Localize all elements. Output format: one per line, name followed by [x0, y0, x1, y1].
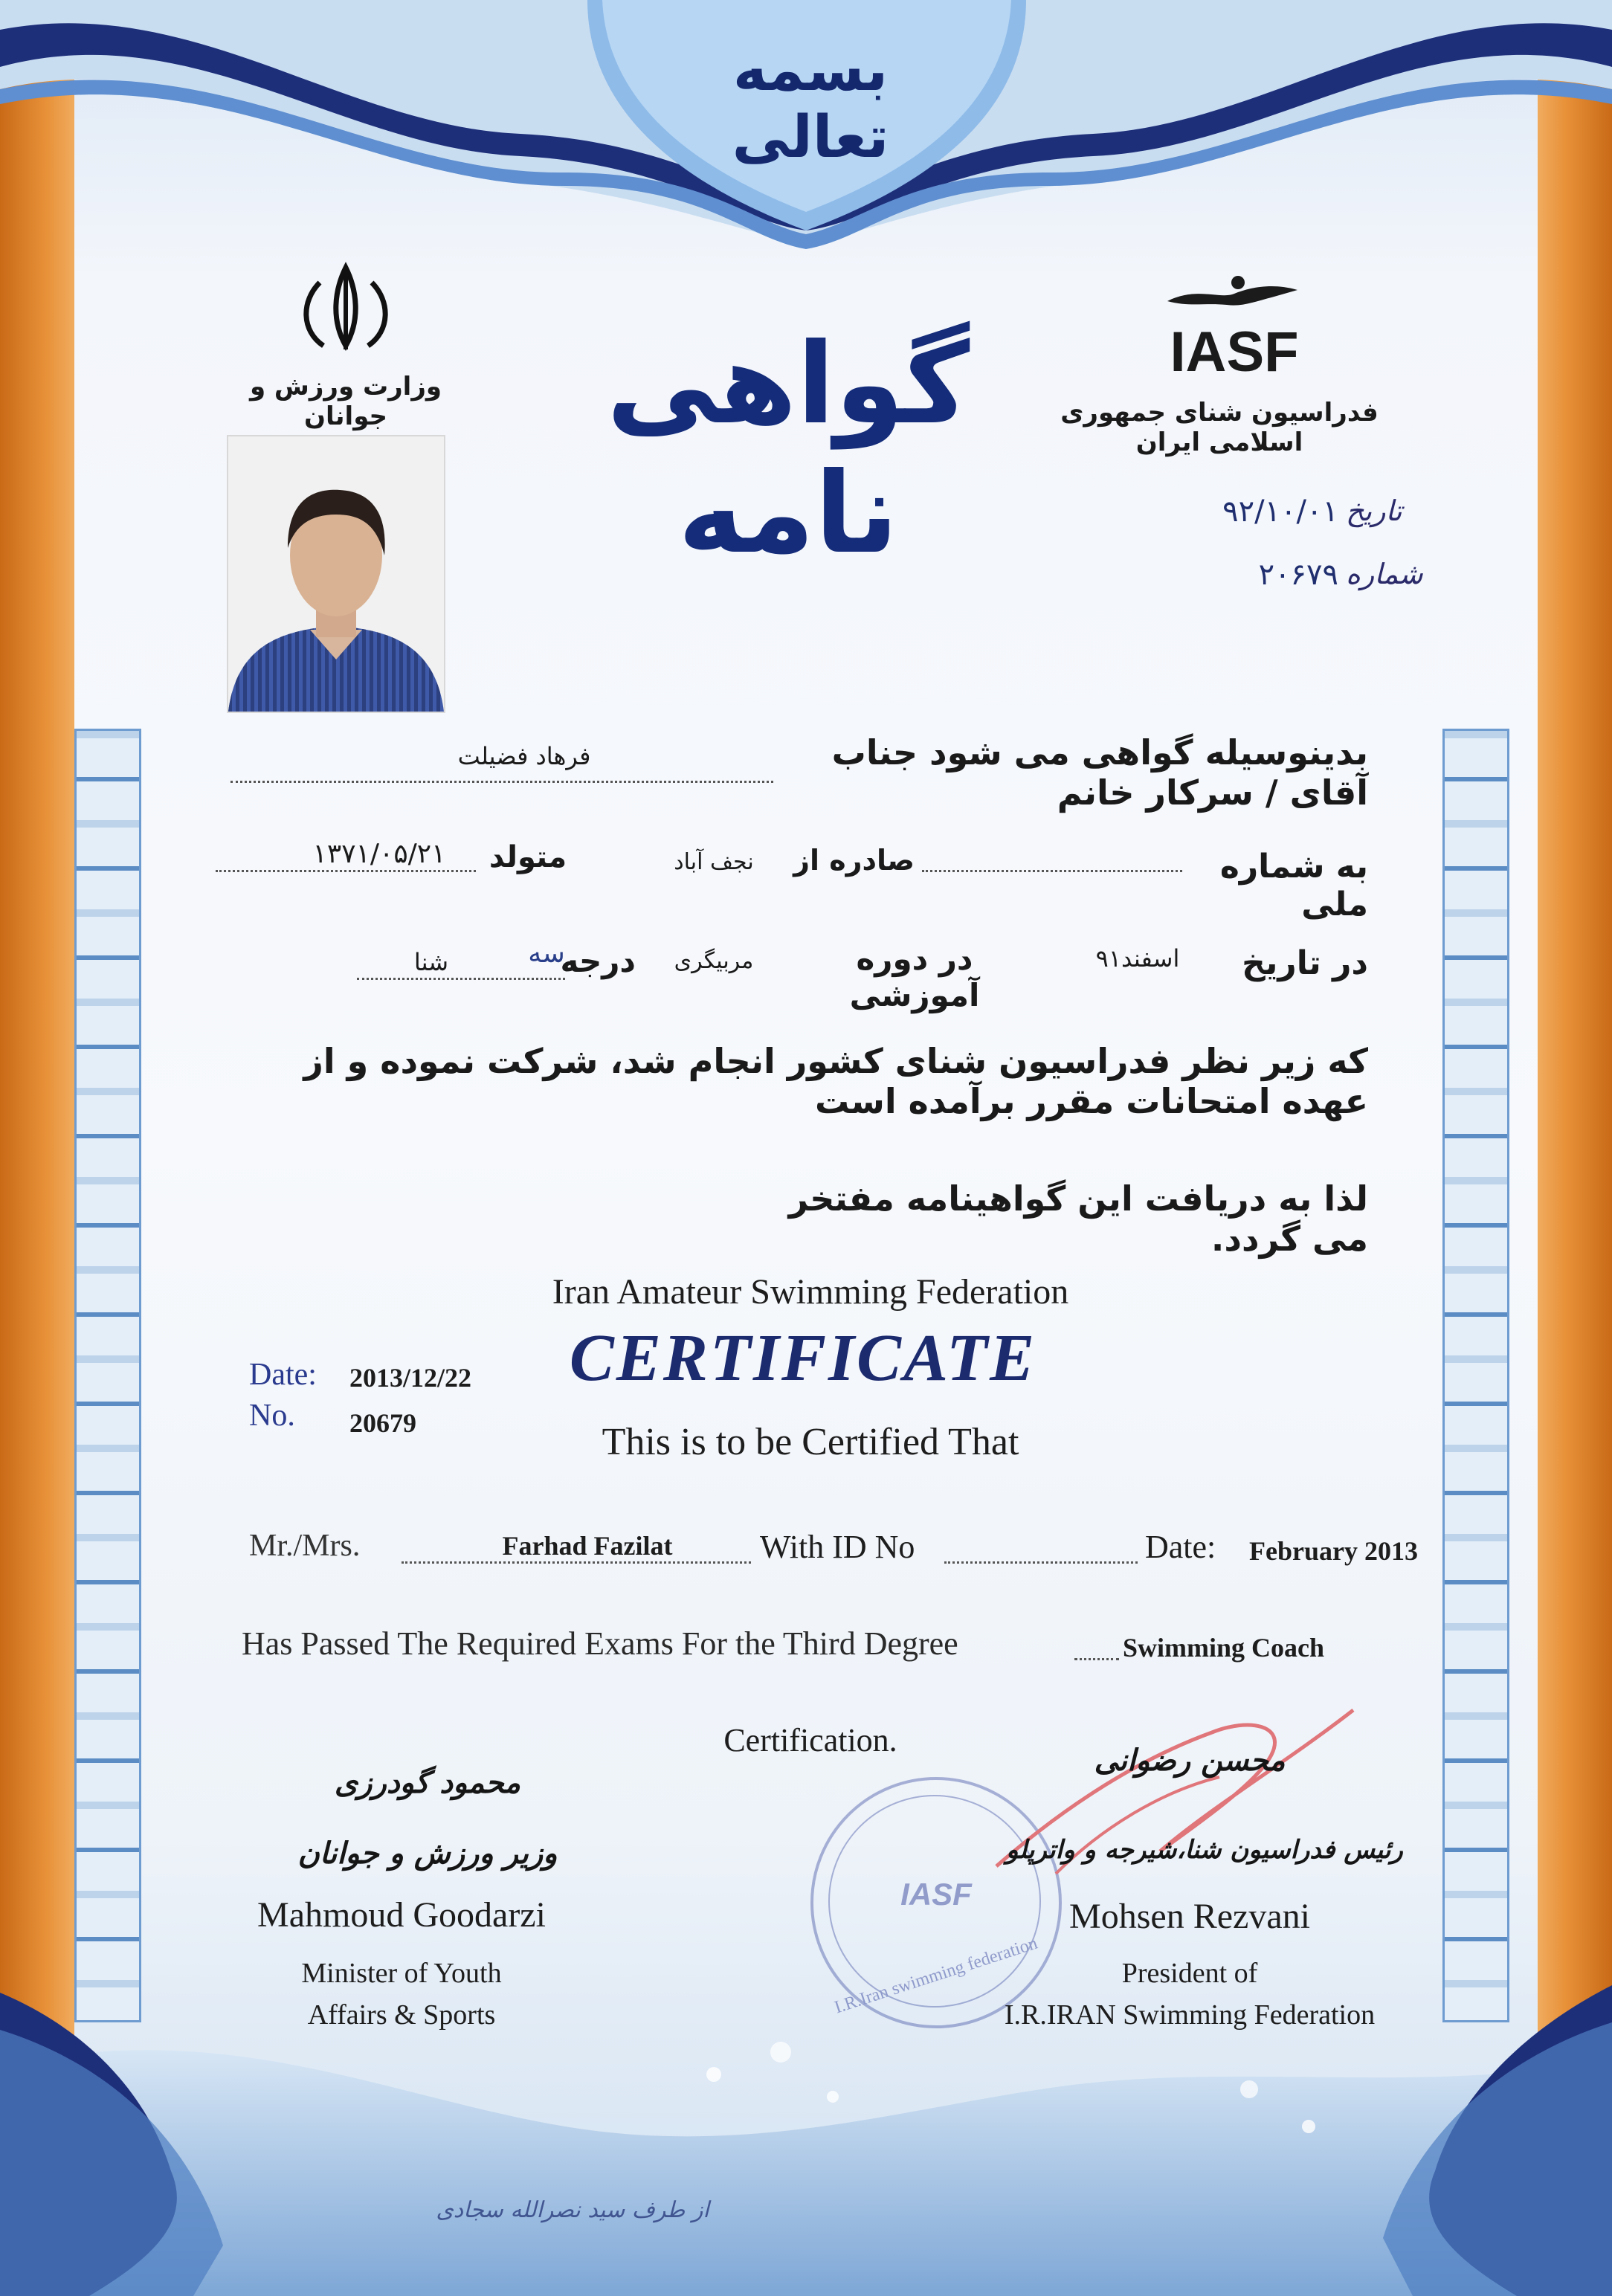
number-value-fa: ۲۰۶۷۹ — [1258, 558, 1338, 592]
bismillah-header: بسمه تعالی — [732, 37, 889, 171]
right-decorative-border — [1442, 729, 1509, 2022]
degree-value: سه — [528, 938, 565, 969]
issued-from-value: نجف آباد — [674, 849, 754, 875]
right-signer-name-en: Mohsen Rezvani — [1069, 1897, 1310, 1936]
right-signer-title-en-1: President of — [1121, 1958, 1258, 1989]
date-label-fa: تاریخ — [1346, 494, 1402, 527]
course-date-label: در تاریخ — [1242, 944, 1368, 982]
mr-mrs-label: Mr./Mrs. — [249, 1529, 361, 1563]
national-id-line — [922, 870, 1182, 872]
passed-dots — [1074, 1658, 1119, 1660]
name-fa-line — [230, 781, 773, 783]
body-line-4: که زیر نظر فدراسیون شنای کشور انجام شد، شرکت نموده و از عهده امتحانات مقرر برآمده است — [303, 1041, 1368, 1121]
ministry-label: وزارت ورزش و جوانان — [249, 372, 442, 431]
federation-name-fa: فدراسیون شنای جمهوری اسلامی ایران — [1060, 398, 1379, 457]
right-signer-name-fa: محسن رضوانی — [1094, 1744, 1286, 1778]
born-label: متولد — [489, 840, 567, 874]
sport-value: شنا — [413, 948, 449, 976]
id-line — [944, 1561, 1138, 1564]
date-value-en: 2013/12/22 — [349, 1363, 472, 1393]
issued-from-label: صادره از — [793, 844, 915, 877]
name-en-line — [402, 1561, 751, 1564]
left-signer-title-en-1: Minister of Youth — [301, 1958, 502, 1989]
stamp-text: I.R.Iran swimming federation — [832, 1933, 1040, 2018]
body-line-1: بدینوسیله گواهی می شود جناب آقای / سرکار خانم — [831, 732, 1368, 813]
certificate-title-fa: گواهی نامه — [606, 320, 970, 578]
born-line — [216, 870, 476, 872]
date2-value-en: February 2013 — [1249, 1536, 1418, 1566]
date-label-en: Date: — [249, 1358, 317, 1392]
handwritten-signature-mark — [967, 1680, 1383, 1903]
sport-line — [357, 978, 565, 980]
right-signer-title-en-2: I.R.IRAN Swimming Federation — [1004, 1999, 1376, 2031]
name-fa-value: فرهاد فضیلت — [457, 742, 591, 770]
certification-word: Certification. — [723, 1722, 897, 1758]
name-en-value: Farhad Fazilat — [502, 1531, 673, 1561]
iasf-logo-text: IASF — [1170, 320, 1299, 384]
date2-label-en: Date: — [1145, 1529, 1216, 1565]
applicant-photo — [227, 435, 445, 713]
iasf-swimmer-icon — [1160, 271, 1301, 323]
course-date-value: اسفند۹۱ — [1095, 944, 1180, 973]
id-label: With ID No — [760, 1529, 915, 1565]
number-value-en: 20679 — [349, 1408, 416, 1438]
bottom-water-decoration — [0, 1903, 1612, 2296]
course-value: مربیگری — [674, 948, 754, 974]
date-value-fa: ۹۲/۱۰/۰۱ — [1222, 494, 1338, 529]
left-signer-title-en-2: Affairs & Sports — [307, 1999, 496, 2031]
left-signer-name-en: Mahmoud Goodarzi — [257, 1895, 546, 1935]
number-label-fa: شماره — [1346, 558, 1423, 590]
stamp-logo: IASF — [900, 1877, 972, 1912]
right-signer-title-fa: رئیس فدراسیون شنا،شیرجه و واترپلو — [1006, 1835, 1403, 1865]
artist-credit-fa: از طرف سید نصرالله سجادی — [436, 2197, 709, 2223]
number-label-en: No. — [249, 1399, 295, 1433]
born-value: ۱۳۷۱/۰۵/۲۱ — [312, 839, 446, 869]
passed-line: Has Passed The Required Exams For the Third Degree — [242, 1625, 958, 1662]
iran-emblem-icon — [290, 260, 402, 357]
passed-value: Swimming Coach — [1123, 1633, 1325, 1663]
certified-line: This is to be Certified That — [602, 1421, 1019, 1463]
left-signer-name-fa: محمود گودرزی — [334, 1766, 521, 1800]
left-signer-title-fa: وزیر ورزش و جوانان — [297, 1837, 558, 1871]
national-id-label: به شماره ملی — [1219, 848, 1368, 923]
federation-name-en: Iran Amateur Swimming Federation — [552, 1272, 1069, 1312]
certificate-title-en: CERTIFICATE — [569, 1321, 1037, 1395]
left-decorative-border — [74, 729, 141, 2022]
body-line-5: لذا به دریافت این گواهینامه مفتخر می گردد. — [788, 1178, 1368, 1259]
course-label: در دوره آموزشی — [849, 941, 980, 1013]
degree-label: درجه — [560, 943, 636, 979]
